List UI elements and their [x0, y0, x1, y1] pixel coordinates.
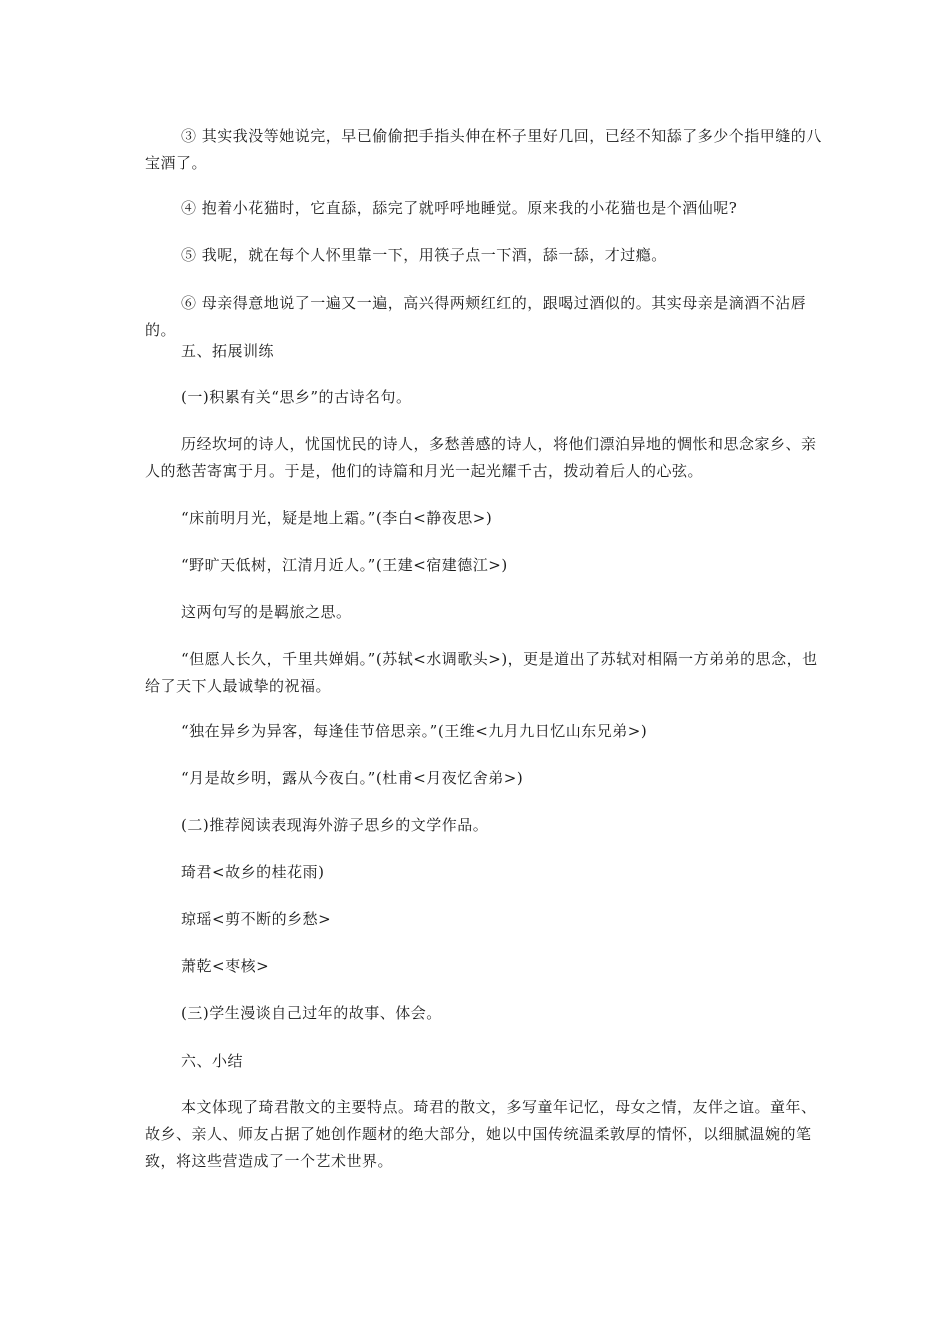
section-heading-summary: 六、小结 [181, 1052, 244, 1070]
paragraph-item-5: ⑤ 我呢，就在每个人怀里靠一下，用筷子点一下酒，舔一舔，才过瘾。 [181, 246, 667, 264]
paragraph-summary: 本文体现了琦君散文的主要特点。琦君的散文，多写童年记忆，母女之情，友伴之谊。童年、故乡、亲人、师友占据了她创作题材的绝大部分，她以中国传统温柔敦厚的情怀，以细腻温婉的笔致，将这些营造成了一个艺术世界。 [145, 1098, 817, 1170]
poem-quote-li-bai: “床前明月光，疑是地上霜。”(李白<静夜思>) [181, 509, 493, 527]
paragraph-item-4: ④ 抱着小花猫时，它直舔，舔完了就呼呼地睡觉。原来我的小花猫也是个酒仙呢? [181, 199, 738, 217]
paragraph-travel-note: 这两句写的是羁旅之思。 [181, 603, 352, 621]
subsection-heading-poems: (一)积累有关“思乡”的古诗名句。 [181, 388, 412, 406]
subsection-heading-reading: (二)推荐阅读表现海外游子思乡的文学作品。 [181, 816, 489, 834]
section-heading-extension: 五、拓展训练 [181, 342, 275, 360]
paragraph-intro-poets: 历经坎坷的诗人，忧国忧民的诗人，多愁善感的诗人，将他们漂泊异地的惆怅和思念家乡、亲人的愁苦寄寓于月。于是，他们的诗篇和月光一起光耀千古，拨动着后人的心弦。 [145, 435, 817, 480]
paragraph-item-3: ③ 其实我没等她说完，早已偷偷把手指头伸在杯子里好几回，已经不知舔了多少个指甲缝的八宝酒了。 [145, 127, 822, 172]
poem-quote-su-shi: “但愿人长久，千里共婵娟。”(苏轼<水调歌头>)，更是道出了苏轼对相隔一方弟弟的思念，也给了天下人最诚挚的祝福。 [145, 650, 818, 695]
paragraph-item-6: ⑥ 母亲得意地说了一遍又一遍，高兴得两颊红红的，跟喝过酒似的。其实母亲是滴酒不沾唇的。 [145, 294, 807, 339]
reading-item-qijun: 琦君<故乡的桂花雨) [181, 863, 325, 881]
poem-quote-du-fu: “月是故乡明，露从今夜白。”(杜甫<月夜忆舍弟>) [181, 769, 524, 787]
poem-quote-wang-jian: “野旷天低树，江清月近人。”(王建<宿建德江>) [181, 556, 508, 574]
reading-item-qiongyao: 琼瑶<剪不断的乡愁> [181, 910, 332, 928]
reading-item-xiaoqian: 萧乾<枣核> [181, 957, 270, 975]
poem-quote-wang-wei: “独在异乡为异客，每逢佳节倍思亲。”(王维<九月九日忆山东兄弟>) [181, 722, 648, 740]
subsection-heading-discussion: (三)学生漫谈自己过年的故事、体会。 [181, 1004, 442, 1022]
